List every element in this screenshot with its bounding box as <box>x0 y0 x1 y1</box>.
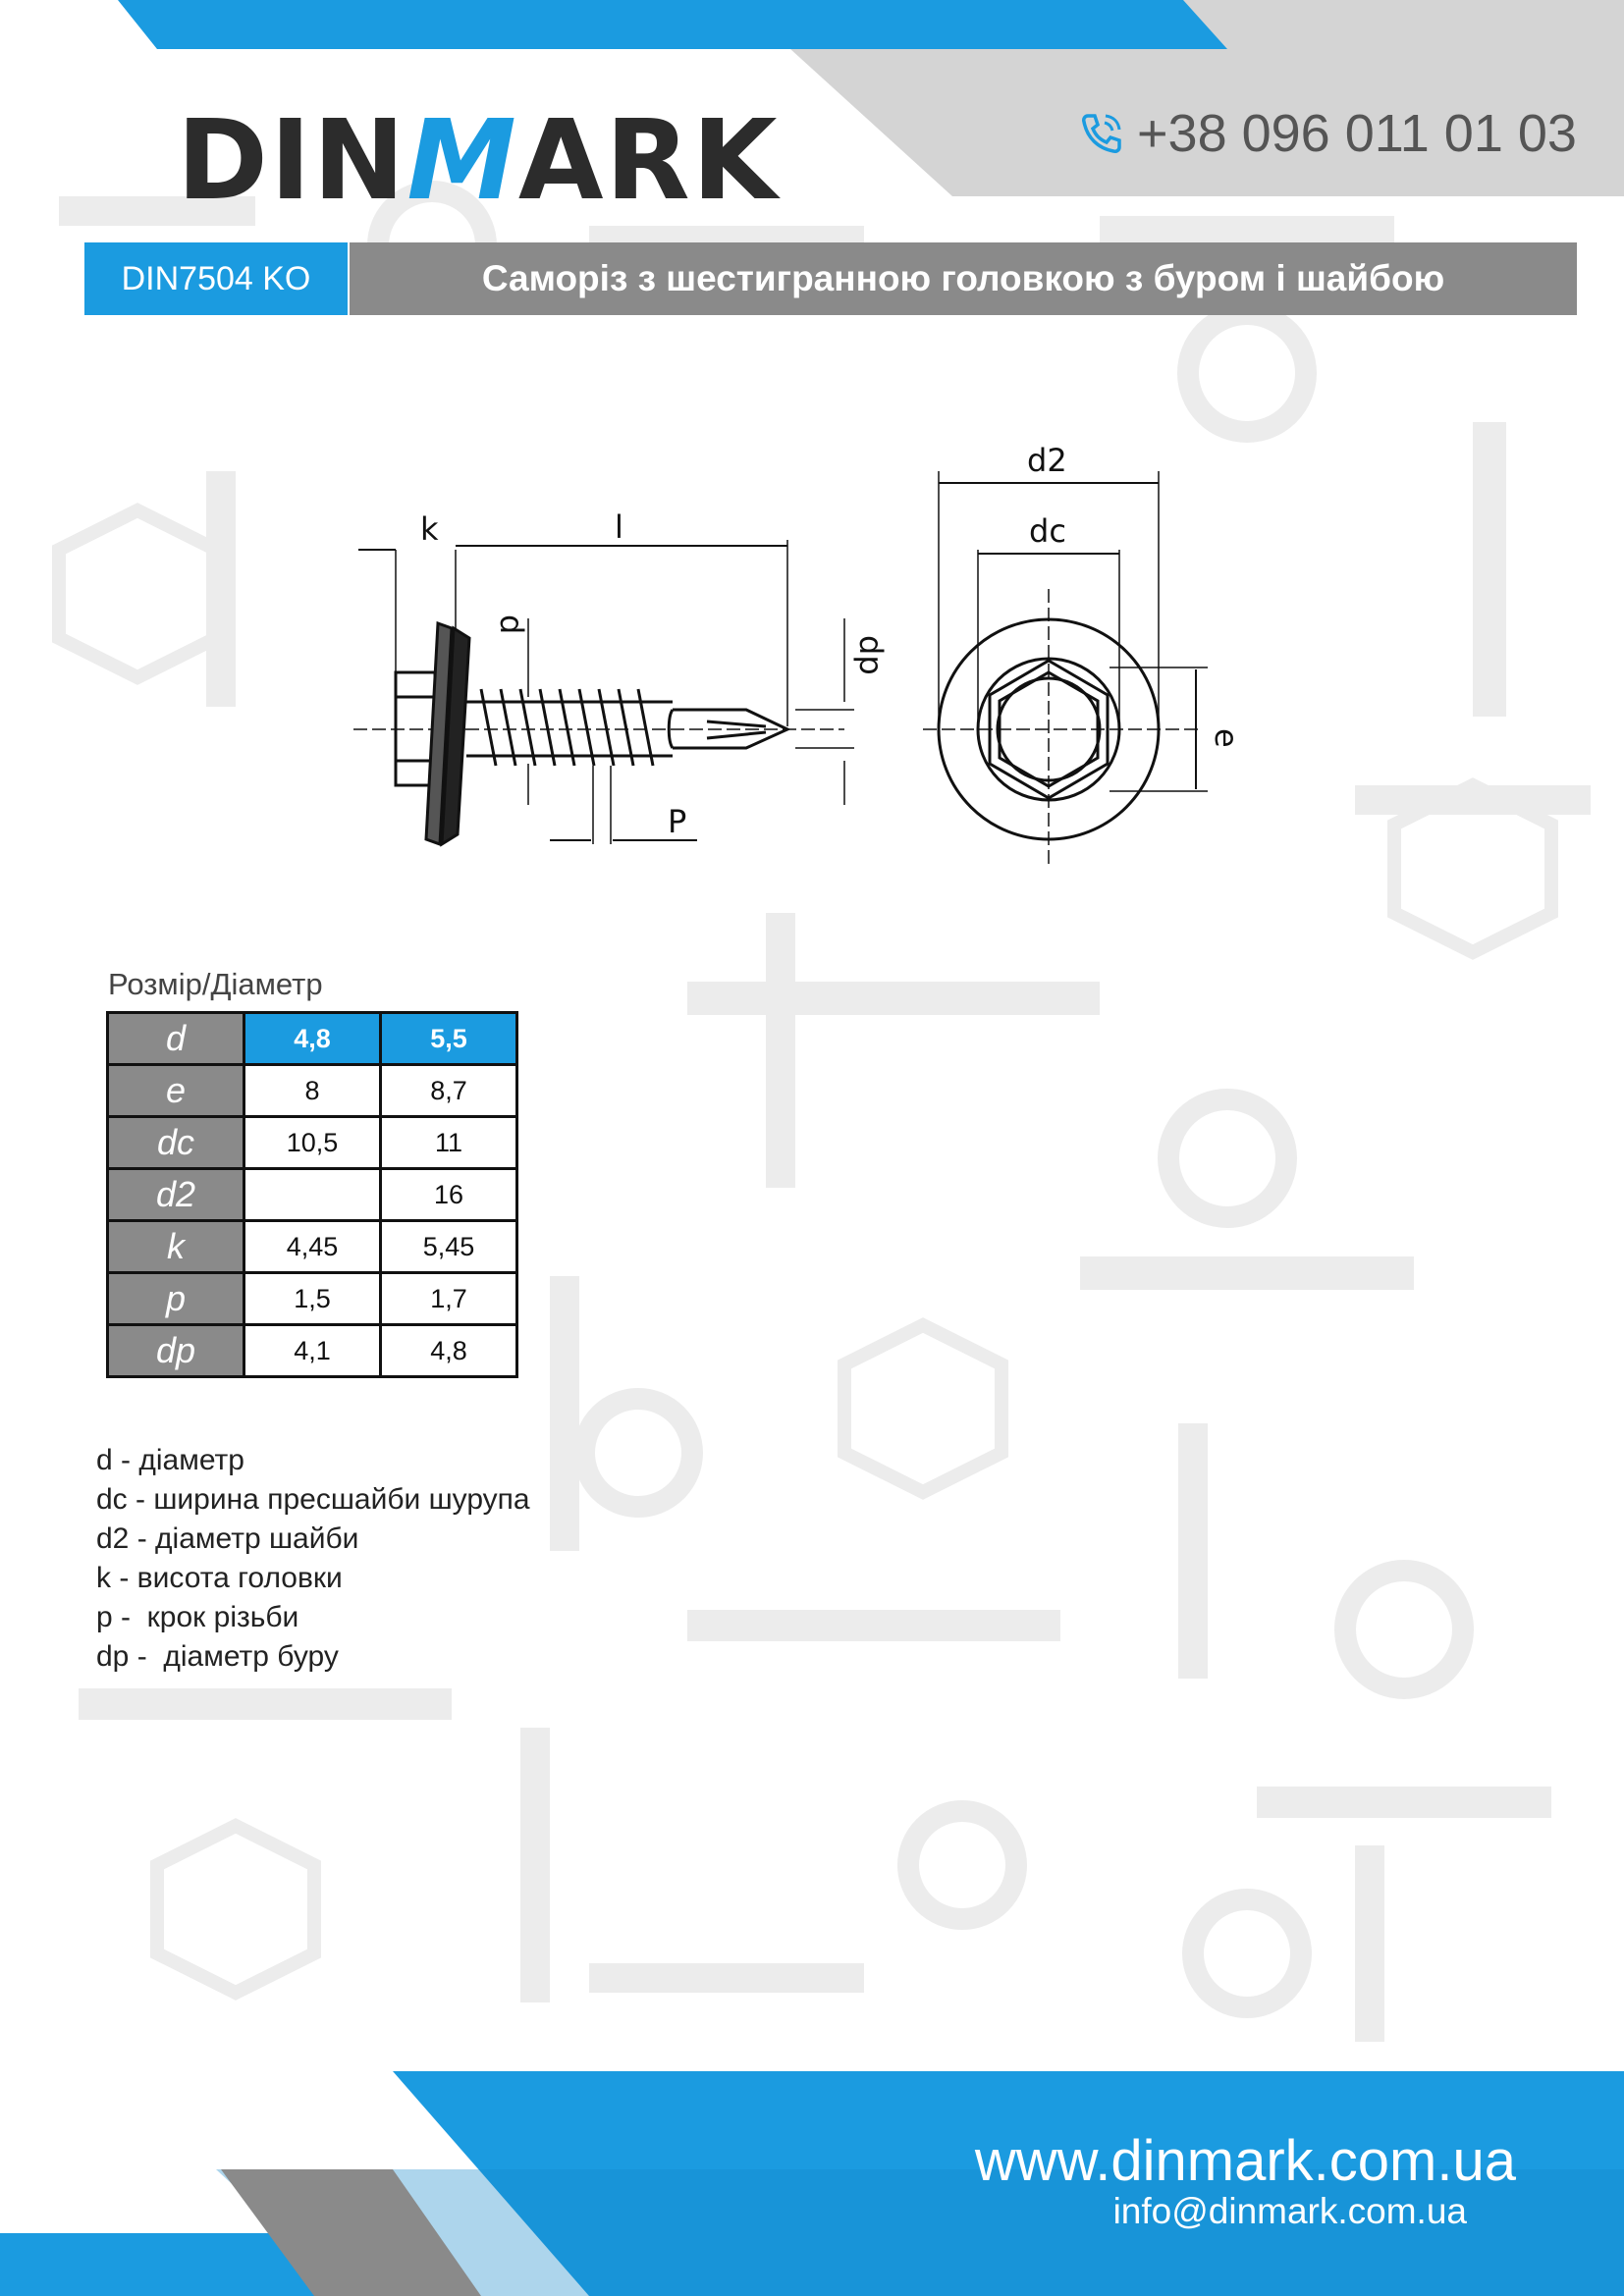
dim-label-l: l <box>615 508 623 546</box>
dim-label-d: d <box>493 614 530 635</box>
phone-contact[interactable] <box>1078 101 1577 166</box>
dim-label-p: P <box>668 803 687 840</box>
dim-label-dc: dc <box>1029 512 1066 550</box>
table-caption: Розмір/Діаметр <box>108 967 323 1001</box>
website-link[interactable]: www.dinmark.com.ua <box>974 2129 1516 2193</box>
legend-item: dc - ширина пресшайби шурупа <box>96 1483 530 1516</box>
table-cell: 10,5 <box>244 1117 381 1169</box>
table-cell: 8,7 <box>381 1065 517 1117</box>
email-link[interactable]: info@dinmark.com.ua <box>1112 2191 1467 2231</box>
phone-icon <box>1078 110 1125 157</box>
product-code: DIN7504 KO <box>84 242 348 315</box>
table-row <box>108 1065 517 1117</box>
row-header: k <box>108 1221 244 1273</box>
table-cell: 1,7 <box>381 1273 517 1325</box>
table-cell: 5,5 <box>381 1013 517 1065</box>
row-header: e <box>108 1065 244 1117</box>
table-cell: 11 <box>381 1117 517 1169</box>
table-cell: 16 <box>381 1169 517 1221</box>
legend-item: p - крок різьби <box>96 1601 299 1633</box>
table-cell <box>244 1169 381 1221</box>
brand-logo <box>177 97 780 225</box>
table-row <box>108 1013 517 1065</box>
spec-table <box>106 1011 518 1378</box>
table-row <box>108 1117 517 1169</box>
row-header: dc <box>108 1117 244 1169</box>
table-cell: 5,45 <box>381 1221 517 1273</box>
product-title: Саморіз з шестигранною головкою з буром і шайбою <box>350 242 1577 315</box>
table-cell: 4,8 <box>244 1013 381 1065</box>
table-row <box>108 1221 517 1273</box>
table-cell: 8 <box>244 1065 381 1117</box>
legend-item: d2 - діаметр шайби <box>96 1522 359 1555</box>
logo-text-m: M <box>406 97 518 225</box>
row-header: d <box>108 1013 244 1065</box>
technical-drawing <box>334 432 1257 883</box>
row-header: p <box>108 1273 244 1325</box>
logo-text-ark: ARK <box>517 97 780 225</box>
legend-item: dp - діаметр буру <box>96 1640 339 1673</box>
logo-text-din: DIN <box>177 97 407 225</box>
table-cell: 1,5 <box>244 1273 381 1325</box>
row-header: dp <box>108 1325 244 1377</box>
dim-label-k: k <box>420 510 439 548</box>
table-cell: 4,45 <box>244 1221 381 1273</box>
dim-label-d2: d2 <box>1027 442 1067 479</box>
dim-label-dp: dp <box>852 635 890 675</box>
legend-item: k - висота головки <box>96 1562 343 1594</box>
legend-item: d - діаметр <box>96 1444 244 1476</box>
legend <box>96 1441 530 1677</box>
table-row <box>108 1325 517 1377</box>
dim-label-e: e <box>1208 728 1245 748</box>
table-row <box>108 1169 517 1221</box>
table-cell: 4,1 <box>244 1325 381 1377</box>
phone-number: +38 096 011 01 03 <box>1137 104 1577 163</box>
table-row <box>108 1273 517 1325</box>
row-header: d2 <box>108 1169 244 1221</box>
table-cell: 4,8 <box>381 1325 517 1377</box>
